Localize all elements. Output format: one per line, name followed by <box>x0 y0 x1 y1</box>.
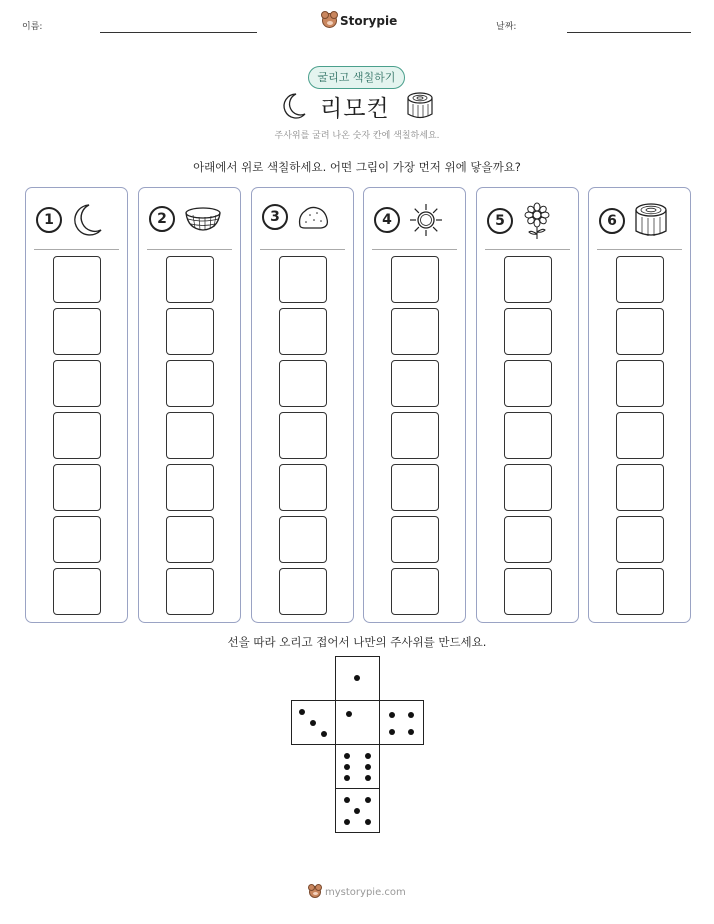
dice-face-5[interactable] <box>335 788 380 833</box>
color-box[interactable] <box>279 464 327 511</box>
column-number: 3 <box>262 204 288 230</box>
color-box[interactable] <box>166 464 214 511</box>
color-box[interactable] <box>616 308 664 355</box>
moon-icon <box>281 92 307 120</box>
column-2 <box>138 187 241 623</box>
color-box[interactable] <box>504 568 552 615</box>
column-divider <box>260 249 345 250</box>
color-box[interactable] <box>391 464 439 511</box>
column-1 <box>25 187 128 623</box>
column-divider <box>485 249 570 250</box>
box-stack <box>364 256 465 615</box>
name-line[interactable] <box>100 32 257 33</box>
column-4 <box>363 187 466 623</box>
dice-instruction: 선을 따라 오리고 접어서 나만의 주사위를 만드세요. <box>227 635 487 649</box>
pip <box>321 731 327 737</box>
color-box[interactable] <box>504 516 552 563</box>
color-box[interactable] <box>166 256 214 303</box>
color-box[interactable] <box>166 568 214 615</box>
color-box[interactable] <box>53 412 101 459</box>
column-header <box>599 202 669 240</box>
color-box[interactable] <box>53 464 101 511</box>
color-box[interactable] <box>279 412 327 459</box>
column-divider <box>372 249 457 250</box>
color-box[interactable] <box>616 360 664 407</box>
color-box[interactable] <box>391 308 439 355</box>
rock-icon <box>296 202 330 232</box>
pip <box>354 808 360 814</box>
pip <box>354 675 360 681</box>
sun-icon <box>408 202 444 238</box>
footer <box>309 886 406 898</box>
log-icon <box>633 202 669 240</box>
title-row <box>0 90 714 124</box>
column-divider <box>597 249 682 250</box>
color-box[interactable] <box>53 516 101 563</box>
color-box[interactable] <box>166 516 214 563</box>
color-box[interactable] <box>279 516 327 563</box>
moon-icon <box>70 202 104 238</box>
color-box[interactable] <box>53 360 101 407</box>
color-box[interactable] <box>504 360 552 407</box>
box-stack <box>252 256 353 615</box>
dice-face-1[interactable] <box>335 700 380 745</box>
pip <box>408 712 414 718</box>
color-box[interactable] <box>279 568 327 615</box>
column-header <box>487 202 553 240</box>
color-box[interactable] <box>616 568 664 615</box>
pip <box>344 764 350 770</box>
dice-face-6[interactable] <box>335 744 380 789</box>
pip <box>344 775 350 781</box>
subtitle: 주사위를 굴려 나온 숫자 칸에 색칠하세요. <box>274 131 440 141</box>
date-line[interactable] <box>567 32 691 33</box>
color-box[interactable] <box>616 464 664 511</box>
color-box[interactable] <box>53 568 101 615</box>
color-box[interactable] <box>166 308 214 355</box>
name-label: 이름: <box>22 22 43 32</box>
color-box[interactable] <box>504 464 552 511</box>
pip <box>389 729 395 735</box>
color-box[interactable] <box>616 256 664 303</box>
box-stack <box>477 256 578 615</box>
footer-url[interactable]: mystorypie.com <box>325 886 406 898</box>
color-box[interactable] <box>504 308 552 355</box>
brand-logo <box>322 13 397 28</box>
pip <box>365 753 371 759</box>
column-number: 4 <box>374 207 400 233</box>
column-number: 2 <box>149 206 175 232</box>
color-box[interactable] <box>391 568 439 615</box>
box-stack <box>139 256 240 615</box>
column-divider <box>147 249 232 250</box>
column-number: 6 <box>599 208 625 234</box>
color-box[interactable] <box>504 256 552 303</box>
column-header <box>149 202 223 236</box>
pip <box>389 712 395 718</box>
box-stack <box>26 256 127 615</box>
color-box[interactable] <box>53 308 101 355</box>
column-5 <box>476 187 579 623</box>
dice-face-3[interactable] <box>291 700 336 745</box>
dice-face-1[interactable] <box>335 656 380 701</box>
box-stack <box>589 256 690 615</box>
bear-icon <box>322 13 337 28</box>
column-header <box>374 202 444 238</box>
color-box[interactable] <box>279 256 327 303</box>
pip <box>344 819 350 825</box>
color-box[interactable] <box>391 256 439 303</box>
pip <box>346 711 352 717</box>
log-icon <box>405 91 435 121</box>
page-title: 리모컨 <box>320 96 390 122</box>
activity-tag: 굴리고 색칠하기 <box>308 66 405 89</box>
column-number: 5 <box>487 208 513 234</box>
color-box[interactable] <box>166 412 214 459</box>
instruction: 아래에서 위로 색칠하세요. 어떤 그림이 가장 먼저 위에 닿을까요? <box>193 160 521 174</box>
color-box[interactable] <box>616 412 664 459</box>
bear-icon <box>309 886 321 898</box>
column-3 <box>251 187 354 623</box>
color-box[interactable] <box>504 412 552 459</box>
column-header <box>36 202 104 238</box>
pip <box>408 729 414 735</box>
flower-icon <box>521 202 553 240</box>
column-number: 1 <box>36 207 62 233</box>
color-box[interactable] <box>53 256 101 303</box>
pip <box>365 819 371 825</box>
color-box[interactable] <box>279 360 327 407</box>
date-label: 날짜: <box>496 22 517 32</box>
brand-name: Storypie <box>340 13 398 28</box>
color-box[interactable] <box>391 360 439 407</box>
basket-icon <box>183 202 223 236</box>
column-divider <box>34 249 119 250</box>
pip <box>365 797 371 803</box>
column-header <box>262 202 330 232</box>
color-box[interactable] <box>279 308 327 355</box>
pip <box>365 775 371 781</box>
pip <box>365 764 371 770</box>
pip <box>299 709 305 715</box>
pip <box>344 753 350 759</box>
color-box[interactable] <box>166 360 214 407</box>
pip <box>310 720 316 726</box>
column-6 <box>588 187 691 623</box>
color-box[interactable] <box>391 412 439 459</box>
dice-face-4[interactable] <box>379 700 424 745</box>
color-box[interactable] <box>391 516 439 563</box>
pip <box>344 797 350 803</box>
color-box[interactable] <box>616 516 664 563</box>
